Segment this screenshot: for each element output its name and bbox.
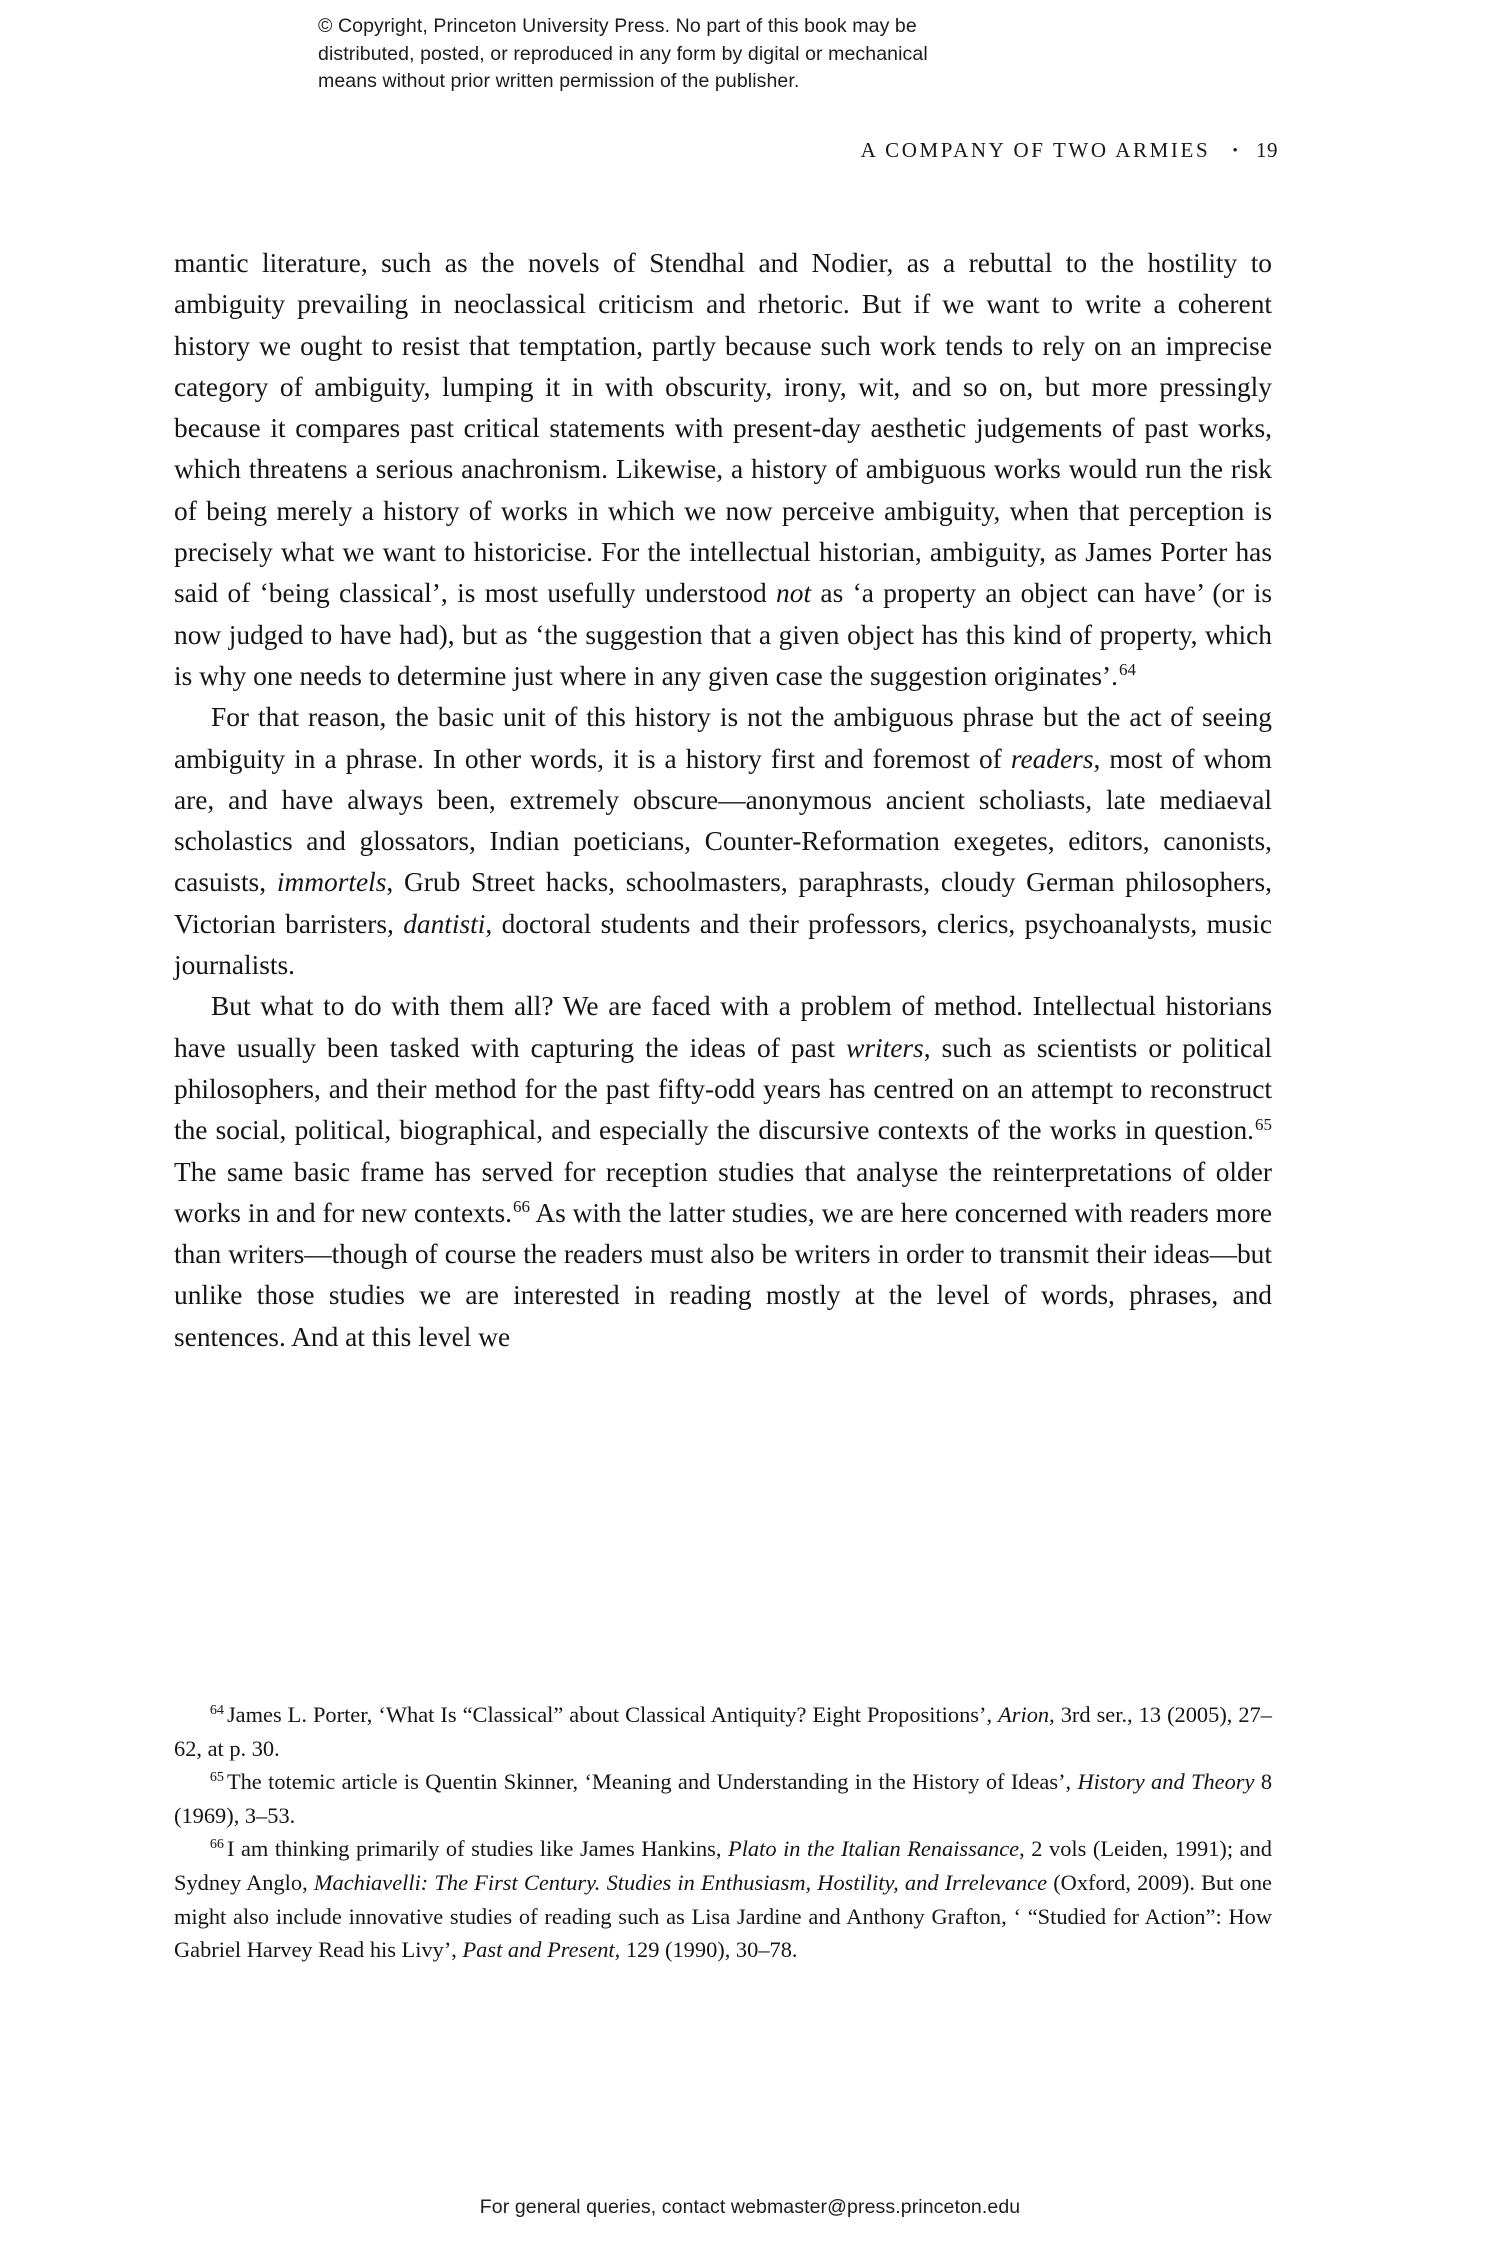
footer-text: For general queries, contact webmaster@press.princeton.edu [479, 2196, 1021, 2218]
body-text [174, 243, 1272, 1358]
italic-phrase: readers [1010, 743, 1094, 774]
italic-phrase: History and Theory [1077, 1769, 1255, 1795]
footnotes-block [174, 1698, 1272, 1967]
italic-phrase: Plato in the Italian Renaissance [728, 1836, 1020, 1862]
italic-phrase: dantisti [403, 908, 486, 939]
footnote-entry: $^{64}$ James L. Porter, ‘What Is “Classical” about Classical Antiquity? Eight Propositions’, Arion, 3rd ser., 13 (2005), 27–62, at p. 30. [174, 1701, 1272, 1761]
body-paragraph: But what to do with them all? We are faced with a problem of method. Intellectual historians have usually been tasked with capturing the ideas of past writers, such as scientists or political philosophers, and their method for the past fifty-odd years has centred on an attempt to reconstruct the social, political, biographical, and especially the discursive contexts of the works in question.$^{65}$ The same basic frame has served for reception studies that analyse the reinterpretations of older works in and for new contexts.$^{66}$ As with the latter studies, we are here concerned with readers more than writers—though of course the readers must also be writers in order to transmit their ideas—but unlike those studies we are interested in reading mostly at the level of words, phrases, and sentences. And at this level we [174, 991, 1272, 1352]
running-head-title: A COMPANY OF TWO ARMIES [860, 138, 1211, 162]
footnote-entry: $^{66}$ I am thinking primarily of studies like James Hankins, Plato in the Italian Renaissance, 2 vols (Leiden, 1991); and Sydney Anglo, Machiavelli: The First Century. Studies in Enthusiasm, Hostility, and Irrelevance (Oxford, 2009). But one might also include innovative studies of reading such as Lisa Jardine and Anthony Grafton, ‘ “Studied for Action”: How Gabriel Harvey Read his Livy’, Past and Present, 129 (1990), 30–78. [174, 1836, 1272, 1963]
copyright-line-3: means without prior written permission of the publisher. [318, 70, 800, 92]
italic-phrase: not [776, 578, 812, 609]
copyright-line-2: distributed, posted, or reproduced in any form by digital or mechanical [318, 42, 928, 65]
footnote-entry: $^{65}$ The totemic article is Quentin Skinner, ‘Meaning and Understanding in the History of Ideas’, History and Theory 8 (1969), 3–53. [174, 1769, 1273, 1828]
footnote-number: 65 [209, 1769, 224, 1786]
footnote-reference[interactable]: 64 [1118, 660, 1136, 680]
copyright-notice [318, 13, 1178, 96]
page-number: 19 [1256, 138, 1278, 162]
footnote-number: 66 [209, 1836, 224, 1853]
page-footer [0, 2196, 1500, 2219]
italic-phrase: immortels [276, 867, 387, 898]
bullet-separator-icon: • [1232, 143, 1238, 159]
body-paragraph: mantic literature, such as the novels of Stendhal and Nodier, as a rebuttal to the hostility to ambiguity prevailing in neoclassical criticism and rhetoric. But if we want to write a coherent history we ought to resist that temptation, partly because such work tends to rely on an imprecise category of ambiguity, lumping it in with obscurity, irony, wit, and so on, but more pressingly because it compares past critical statements with present-day aesthetic judgements of past works, which threatens a serious anachronism. Likewise, a history of ambiguous works would run the risk of being merely a history of works in which we now perceive ambiguity, when that perception is precisely what we want to historicise. For the intellectual historian, ambiguity, as James Porter has said of ‘being classical’, is most usefully understood not as ‘a property an object can have’ (or is now judged to have had), but as ‘the suggestion that a given object has this kind of property, which is why one needs to determine just where in any given case the suggestion originates’.$^{64}$ [174, 248, 1272, 691]
copyright-line-1: © Copyright, Princeton University Press. No part of this book may be [318, 15, 917, 37]
italic-phrase: Arion [998, 1702, 1050, 1727]
footnote-reference[interactable]: 66 [512, 1197, 530, 1217]
italic-phrase: writers [846, 1032, 924, 1063]
footnote-reference[interactable]: 65 [1255, 1114, 1272, 1134]
italic-phrase: Past and Present [462, 1937, 615, 1963]
footnote-number: 64 [209, 1701, 224, 1718]
italic-phrase: Machiavelli: The First Century. Studies in Enthusiasm, Hostility, and Irrelevance [313, 1869, 1048, 1895]
body-paragraph: For that reason, the basic unit of this history is not the ambiguous phrase but the act of seeing ambiguity in a phrase. In other words, it is a history first and foremost of readers, most of whom are, and have always been, extremely obscure—anonymous ancient scholiasts, late mediaeval scholastics and glossators, Indian poeticians, Counter-Reformation exegetes, editors, canonists, casuists, immortels, Grub Street hacks, schoolmasters, paraphrasts, cloudy German philosophers, Victorian barristers, dantisti, doctoral students and their professors, clerics, psychoanalysts, music journalists. [174, 702, 1273, 981]
running-head [0, 138, 1500, 163]
